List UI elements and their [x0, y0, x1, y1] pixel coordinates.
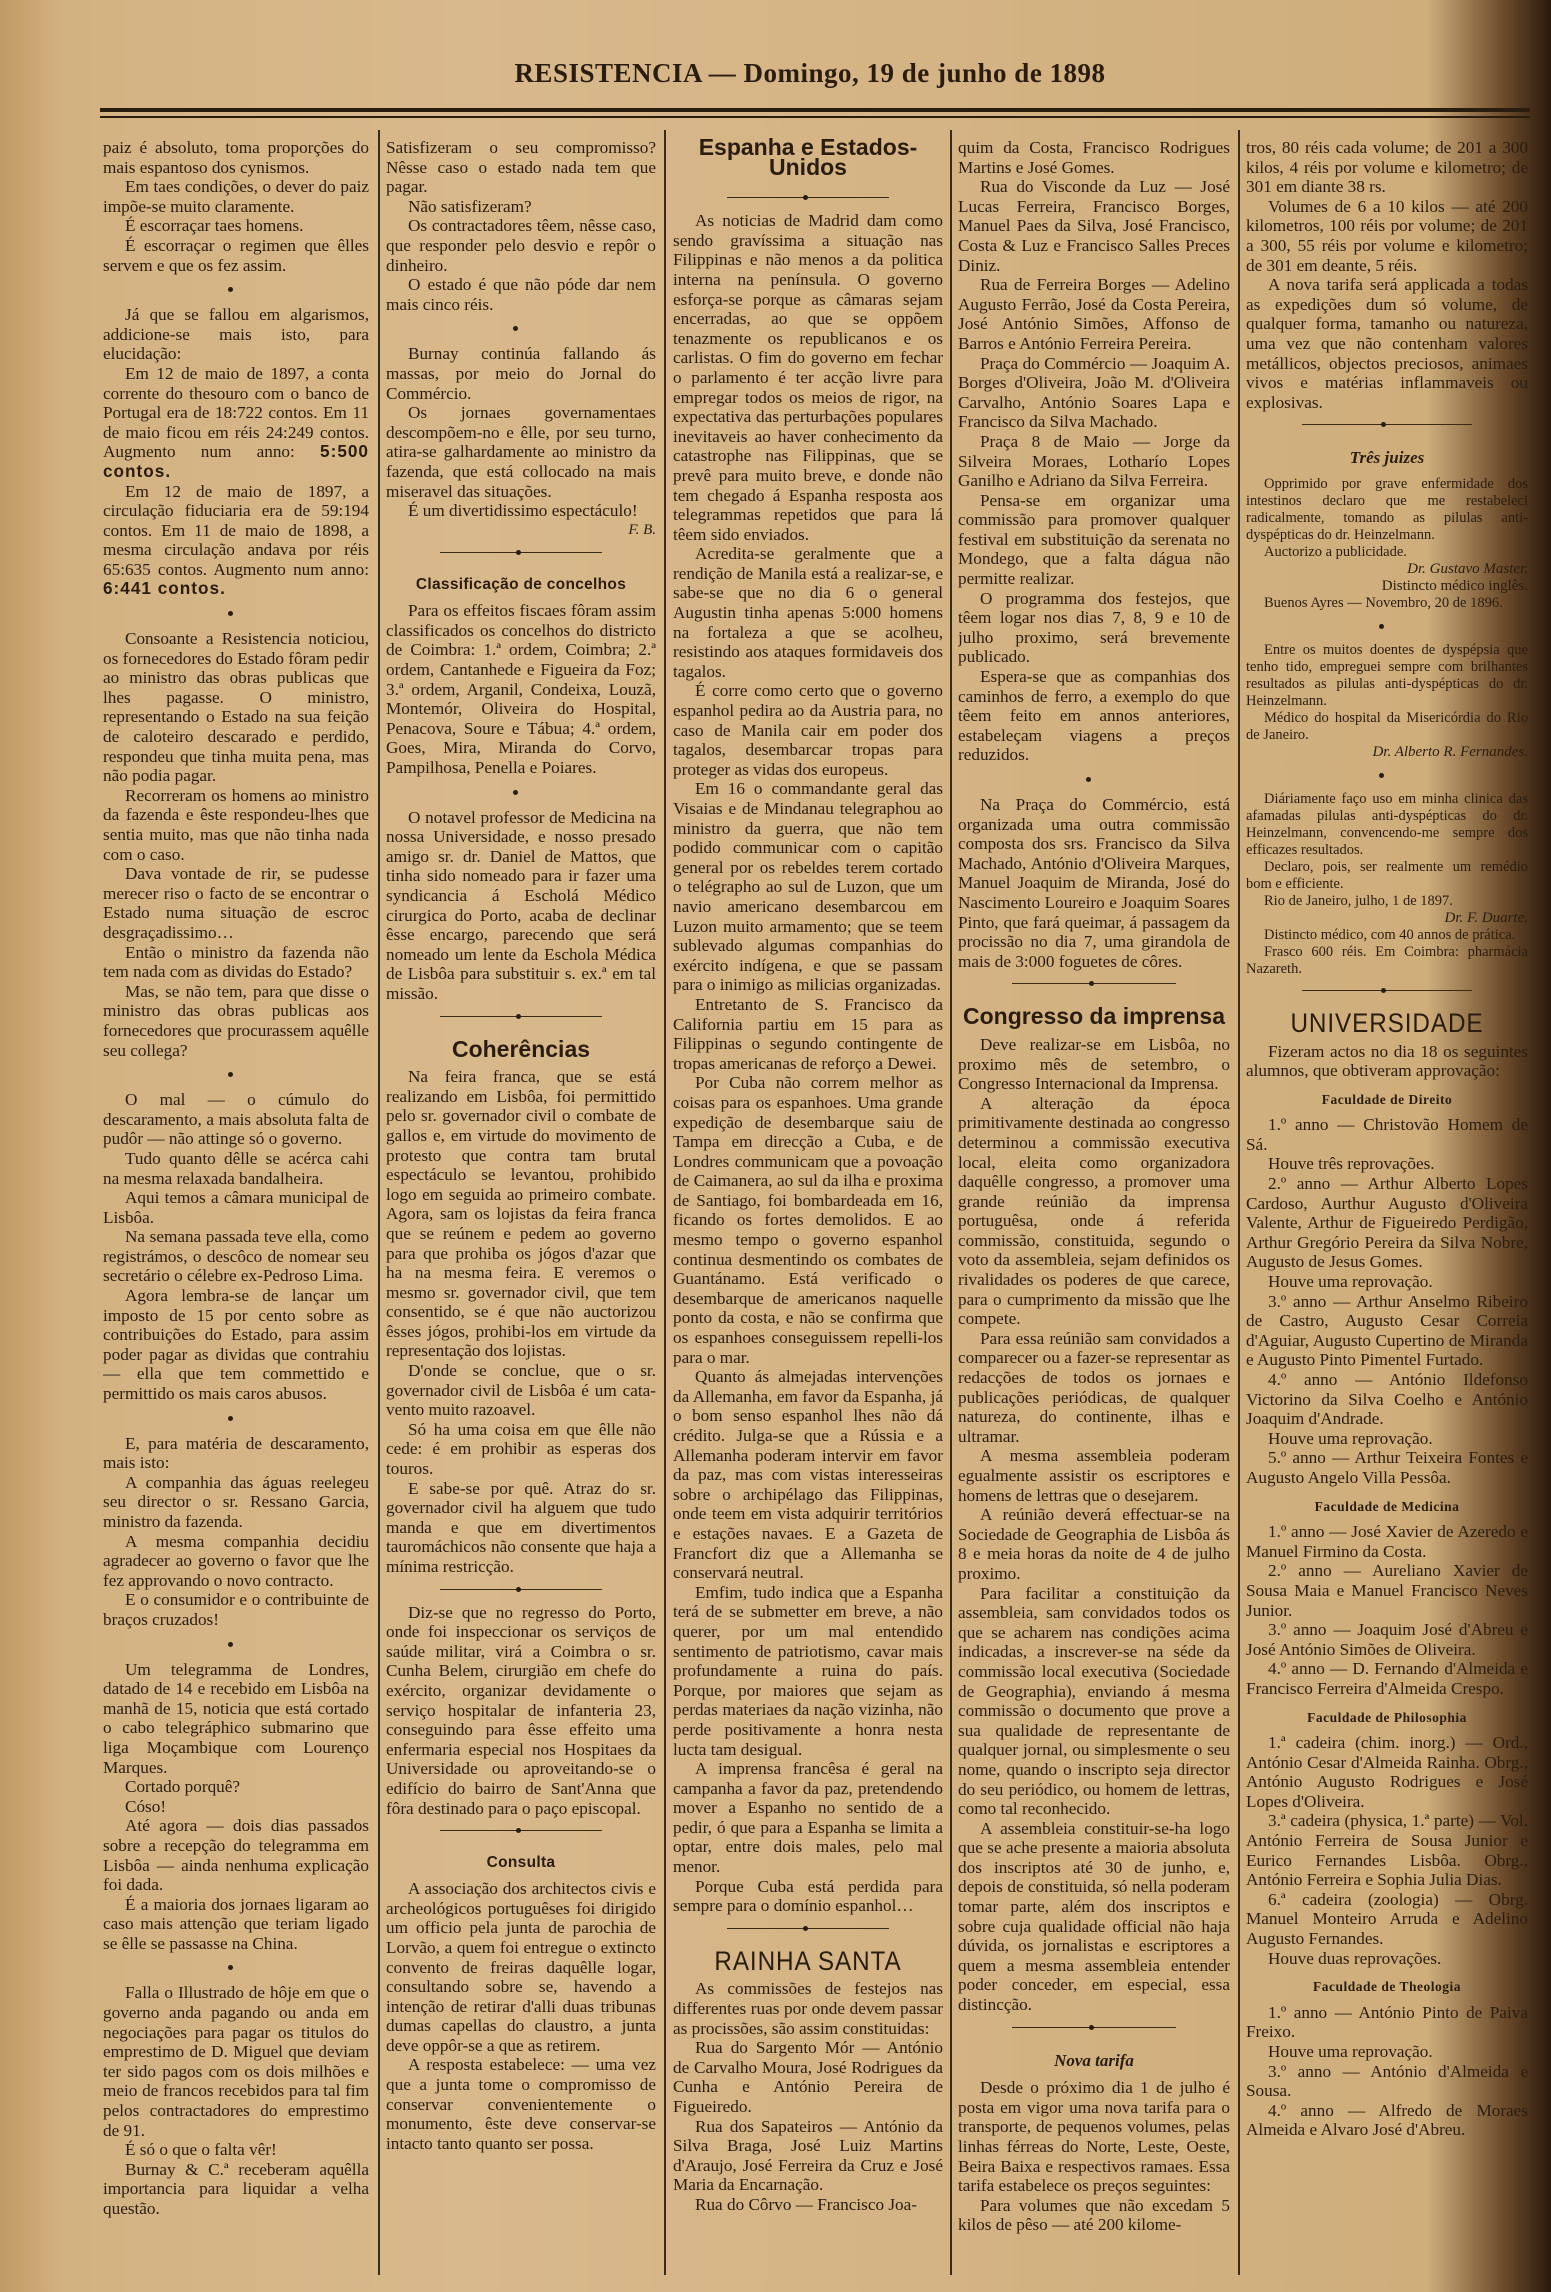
paragraph: Agora lembra-se de lançar um imposto de 15 por cento sobre as contribuições do Estado, para assim poder pagar as dividas que contrahiu — ella que tem commettido e permittido os mais caros abusos.	[103, 1286, 369, 1404]
paragraph-text: Em 12 de maio de 1897, a circulação fiduciaria era de 59:194 contos. Em 11 de maio de 1898, a mesma circulação andava por réis 65:635 contos. Augmento num anno:	[103, 481, 369, 579]
section-rule	[1246, 412, 1528, 438]
paragraph: 1.º anno — António Pinto de Paiva Freixo.	[1246, 2002, 1528, 2042]
amount-emphasis: 6:441 contos.	[103, 578, 226, 599]
paragraph: As noticias de Madrid dam como sendo gravíssima a situação nas Filippinas e não menos a da politica interna na península. O governo esforça-se porque as câmaras sejam encerradas, ao que se oppõem tenazmente os republicanos e os carlistas. O fim do governo em fechar o parlamento é ter acção livre para empregar todos os meios de rigor, na expectativa das perturbações populares inevitaveis ao haver conhecimento da catastrophe nas Filippinas, que se prevê para muito breve, e donde não tem chegado á Espanha resposta aos telegrammas repetidos que para lá têem sido enviados.	[673, 211, 943, 544]
paragraph: Aqui temos a câmara municipal de Lisbôa.	[103, 1188, 369, 1227]
separator	[103, 275, 369, 305]
paragraph: Não satisfizeram?	[408, 196, 532, 216]
paragraph: Volumes de 6 a 10 kilos — até 200 kilometros, 100 réis por volume; de 201 a 300, 55 réis por volume e kilometro; de 301 em deante, 5 réis.	[1246, 196, 1528, 275]
paragraph: O mal — o cúmulo do descaramento, a mais absoluta falta de pudôr — não attinge só o governo.	[103, 1090, 369, 1149]
paragraph: 3.º anno — Arthur Anselmo Ribeiro de Castro, Augusto Cesar Correia d'Aguiar, Augusto Cupertino de Miranda e Augusto Pinto Pimentel Furtado.	[1246, 1291, 1528, 1370]
column-2	[386, 138, 656, 2273]
price-note: Frasco 600 réis. Em Coimbra: pharmácia Nazareth.	[1246, 943, 1528, 977]
paragraph: Os jornaes governamentaes descompõem-no e êlle, por seu turno, atira-se galhardamente ao ministro da fazenda, que está collocado na mais miseravel das situações.	[386, 403, 656, 501]
paragraph: Praça 8 de Maio — Jorge da Silveira Moraes, Lotharío Lopes Ganilho e Adriano da Silva Ferreira.	[958, 431, 1230, 491]
paragraph: E sabe-se por quê. Atraz do sr. governador civil ha alguem que tudo manda e que em divertimentos tauromáchicos não consente que haja a mínima restricção.	[386, 1478, 656, 1576]
advert-heading: Três juizes	[1349, 448, 1425, 468]
paragraph: Rua dos Sapateiros — António da Silva Braga, José Luiz Martins d'Araujo, José Ferreira da Cruz e José Maria da Encarnação.	[673, 2116, 943, 2195]
testimonial: Entre os muitos doentes de dyspépsia que tenho tido, empreguei sempre com brilhantes resultados as pilulas anti-dyspépticas do dr. Heinzelmann.	[1246, 641, 1528, 709]
paragraph: Para essa reúnião sam convidados a comparecer ou a fazer-se representar as redacções de todos os jornaes e publicações periódicas, de qualquer natureza, do continente, ilhas e ultramar.	[958, 1328, 1230, 1446]
testimonial-date: Rio de Janeiro, julho, 1 de 1897.	[1264, 892, 1453, 909]
separator	[103, 1630, 369, 1660]
paragraph: Para os effeitos fiscaes fôram assim classificados os concelhos do districto de Coimbra: 1.ª ordem, Coimbra; 2.ª ordem, Cantanhede e Figueira da Foz; 3.ª ordem, Arganil, Condeixa, Louzã, Montemór, Oliveira do Hospital, Penacova, Soure e Tábua; 4.ª ordem, Goes, Mira, Miranda do Corvo, Pampilhosa, Penella e Poiares.	[386, 601, 656, 778]
paragraph: É escorraçar o regimen que êlles servem e que os fez assim.	[103, 235, 369, 275]
masthead: RESISTENCIA — Domingo, 19 de junho de 1898	[514, 58, 1106, 88]
paragraph: quim da Costa, Francisco Rodrigues Martins e José Gomes.	[958, 138, 1230, 177]
section-rule	[673, 1916, 943, 1942]
signature: F. B.	[628, 521, 656, 538]
separator	[103, 1060, 369, 1090]
paragraph: Deve realizar-se em Lisbôa, no proximo mês de setembro, o Congresso Internacional da Imprensa.	[958, 1034, 1230, 1094]
paragraph: Por Cuba não correm melhor as coisas para os espanhoes. Uma grande expedição de desembarque saiu de Tampa em direcção a Cuba, e de Londres communicam que a povoação de Caimanera, ao sul da ilha e proxima de Santiago, foi bombardeada em 16, ficando os fortes demolidos. E ao mesmo tempo o governo espanhol continua desmentindo os combates de Guantánamo. Está verificado o desembarque de americanos naquelle ponto da costa, e não se confirma que os espanhoes conseguissem repelli-los para o mar.	[673, 1073, 943, 1367]
paragraph: E o consumidor e o contribuinte de braços cruzados!	[103, 1590, 369, 1629]
paragraph: Dava vontade de rir, se pudesse merecer riso o facto de se encontrar o Estado numa situação de escroc desgraçadissimo…	[103, 864, 369, 942]
paragraph: Espera-se que as companhias dos caminhos de ferro, a exemplo do que têem feito em annos anteriores, estabeleçam viagens a preços reduzidos.	[958, 667, 1230, 765]
paragraph: O notavel professor de Medicina na nossa Universidade, e nosso presado amigo sr. dr. Daniel de Mattos, que tinha sido nomeado para ir fazer uma syndicancia á Escholá Médico cirurgica do Porto, acaba de declinar êsse encargo, parecendo que será nomeado um lente da Eschola Médica de Lisbôa para substituir s. ex.ª em tal missão.	[386, 807, 656, 1003]
paragraph: Em taes condições, o dever do paiz impõe-se muito claramente.	[103, 177, 369, 216]
separator	[386, 778, 656, 808]
section-rule	[673, 185, 943, 211]
paragraph: Então o ministro da fazenda não tem nada com as dividas do Estado?	[103, 942, 369, 982]
testimonial: Diáriamente faço uso em minha clinica das afamadas pilulas anti-dyspépticas do dr. Heinzelmann, convencendo-me sempre dos efficazes resultados.	[1246, 790, 1528, 858]
separator	[103, 599, 369, 629]
paragraph: A mesma assembleia poderam egualmente assistir os escriptores e homens de lettras que o desejarem.	[958, 1446, 1230, 1505]
testimonial: Opprimido por grave enfermidade dos intestinos declaro que me restabeleci radicalmente, tomando as pilulas anti-dyspépticas do dr. Heinzelmann.	[1246, 475, 1528, 543]
paragraph: A reúnião deverá effectuar-se na Sociedade de Geographia de Lisbôa ás 8 e meia horas da noite de 4 de julho proximo.	[958, 1505, 1230, 1583]
separator	[103, 1953, 369, 1983]
paragraph: E, para matéria de descaramento, mais isto:	[103, 1433, 369, 1473]
paragraph: 6.ª cadeira (zoologia) — Obrg. Manuel Monteiro Arruda e Adelino Augusto Fernandes.	[1246, 1889, 1528, 1949]
section-rule	[958, 2015, 1230, 2041]
testimonial-note: Auctorizo a publicidade.	[1264, 543, 1407, 560]
paragraph: Para facilitar a constituição da assembleia, sam convidados todos os que se acharem nas condições acima indicadas, a inscrever-se na séde da commissão local executiva (Sociedade de Geographia), enviando á mesma commissão o documento que prove a sua qualidade de representante de qualquer jornal, ou simplesmente o seu nome, quando o inscripto seja director do seu periódico, ou homem de lettras, como tal reconhecido.	[958, 1583, 1230, 1819]
paragraph: A alteração da época primitivamente destinada ao congresso determinou a commissão executiva local, eleita como organizadora daquêlle congresso, a promover uma grande reúnião da imprensa portuguêsa, onde á referida commissão, constituida, segundo o voto da assembleia, sejam definidos os rivalidades os poderes de que carece, para o cumprimento da missão que lhe compete.	[958, 1093, 1230, 1329]
paragraph: A associação dos architectos civis e archeológicos portuguêses foi dirigido um officio pela junta de parochia de Lorvão, a quem foi entregue o extincto convento de freiras daquêlle logar, consultando sobre se, havendo a intenção de retirar d'alli duas tribunas dumas capellas do claustro, a junta deve oppôr-se a que as retirem.	[386, 1879, 656, 2055]
paragraph: Tudo quanto dêlle se acérca cahi na mesma relaxada bandalheira.	[103, 1148, 369, 1188]
paragraph: Até agora — dois dias passados sobre a recepção do telegramma em Lisbôa — ainda nenhuma explicação foi dada.	[103, 1816, 369, 1895]
testimonial-note: Distincto médico, com 40 annos de prática.	[1264, 926, 1516, 943]
paragraph: 1.º anno — Christovão Homem de Sá.	[1246, 1115, 1528, 1154]
paragraph: Praça do Commércio — Joaquim A. Borges d'Oliveira, João M. d'Oliveira Carvalho, António Soares Lapa e Francisco da Silva Machado.	[958, 353, 1230, 432]
paragraph: Burnay & C.ª receberam aquêlla importancia para liquidar a velha questão.	[103, 2159, 369, 2218]
paragraph: Rua do Côrvo — Francisco Joa-	[695, 2194, 917, 2214]
section-rule	[1246, 978, 1528, 1004]
column-divider	[1238, 130, 1240, 2275]
section-heading: UNIVERSIDADE	[1290, 1007, 1484, 1038]
column-divider	[378, 130, 380, 2275]
column-5	[1246, 138, 1528, 2273]
paragraph: 3.ª cadeira (physica, 1.ª parte) — Vol. António Ferreira de Sousa Junior e Eurico Fernandes Lisbôa. Obrg., António Ferreira e Sophia Julia Dias.	[1246, 1811, 1528, 1890]
paragraph: Satisfizeram o seu compromisso? Nêsse caso o estado nada tem que pagar.	[386, 138, 656, 197]
advert-testimonials	[1246, 476, 1528, 978]
paragraph: Para volumes que não excedam 5 kilos de pêso — até 200 kilome-	[958, 2195, 1230, 2235]
paragraph: Na semana passada teve ella, como registrámos, o descôco de nomear seu secretário o célebre ex-Pedroso Lima.	[103, 1227, 369, 1286]
faculty-heading: Faculdade de Theologia	[1312, 1979, 1462, 1995]
paragraph: Desde o próximo dia 1 de julho é posta em vigor uma nova tarifa para o transporte, de pequenos volumes, pelas linhas férreas do Norte, Leste, Oeste, Beira Baixa e respectivos ramaes. Essa tarifa estabelece os preços seguintes:	[958, 2078, 1230, 2196]
paragraph: 2.º anno — Arthur Alberto Lopes Cardoso, Aurthur Augusto d'Oliveira Valente, Arthur de Figueiredo Perdigão, Arthur Gregório Pereira da Silva Nobre, Augusto de Jesus Gomes.	[1246, 1174, 1528, 1272]
section-rule	[958, 971, 1230, 997]
faculty-heading: Faculdade de Medicina	[1314, 1498, 1460, 1514]
faculty-heading: Faculdade de Direito	[1321, 1091, 1453, 1107]
paragraph: Falla o Illustrado de hôje em que o governo anda pagando ou anda em negociações para pagar os titulos do emprestimo de D. Miguel que deviam ter sido pagos com os dois milhões e meio de francos recebidos para tal fim pelos contractadores do emprestimo de 91.	[103, 1983, 369, 2140]
separator	[386, 314, 656, 344]
amount-emphasis: 5:500 contos.	[103, 441, 369, 481]
faculty-heading: Faculdade de Philosophia	[1307, 1709, 1467, 1725]
paragraph: Só ha uma coisa em que êlle não cede: é em prohibir as esperas dos touros.	[386, 1419, 656, 1479]
signature: Dr. Alberto R. Fernandes.	[1372, 743, 1528, 760]
paragraph: A assembleia constituir-se-ha logo que se ache presente a maioria absoluta dos inscriptos até 30 de junho, e, depois de constituida, só nella poderam tomar parte, além dos inscriptos e sobre cuja qualidade official não haja dúvida, os jornalistas e escriptores a quem a mesma assembleia entender poder conceder, em especial, essa distincção.	[958, 1818, 1230, 2015]
paragraph: A resposta estabelece: — uma vez que a junta tome o compromisso de conservar convenientemente o monumento, êste deve conservar-se intacto tanto quanto ser possa.	[386, 2055, 656, 2153]
column-1	[103, 138, 369, 2273]
paragraph: Fizeram actos no dia 18 os seguintes alumnos, que obtiveram approvação:	[1246, 1041, 1528, 1081]
paragraph: Rua de Ferreira Borges — Adelino Augusto Ferrão, José da Costa Pereira, José António Simões, Affonso de Barros e António Ferreira Pereira.	[958, 275, 1230, 353]
paragraph: A imprensa francêsa é geral na campanha a favor da paz, pretendendo mover a Espanho no sentido de a pedir, ó que para a Espanha se limita a optar, entre dois males, pelo mal menor.	[673, 1759, 943, 1877]
paragraph: Diz-se que no regresso do Porto, onde foi inspeccionar os serviços de saúde militar, virá a Coimbra o sr. Cunha Belem, cirurgião em chefe do exército, organizar devidamente o serviço hospitalar de infanteria 23, conseguindo para êsse effeito uma enfermaria especial nos Hospitaes da Universidade ou aproveitando-se o edifício do bairro de Sant'Anna que fôra destinado para o paço episcopal.	[386, 1602, 656, 1818]
paragraph: É só o que o falta vêr!	[125, 2140, 277, 2160]
paragraph: É escorraçar taes homens.	[125, 216, 304, 236]
paragraph: Consoante a Resistencia noticiou, os fornecedores do Estado fôram pedir ao ministro das obras publicas que lhes pagasse. O ministro, representando o Estado na sua feição de caloteiro descarado e perdido, respondeu que tinha muita pena, mas não podia pagar.	[103, 629, 369, 786]
paragraph: 2.º anno — Aureliano Xavier de Sousa Maia e Manuel Francisco Neves Junior.	[1246, 1561, 1528, 1620]
separator	[1246, 761, 1528, 791]
testimonial-date: Buenos Ayres — Novembro, 20 de 1896.	[1264, 594, 1503, 611]
paragraph: Acredita-se geralmente que a rendição de Manila está a realizar-se, e sabe-se que no dia 6 o general Augustin tinha apenas 5:000 homens na fortaleza a que se acolheu, resistindo aos ataques formidaveis dos tagalos.	[673, 544, 943, 681]
section-heading: RAINHA SANTA	[714, 1945, 902, 1976]
separator	[103, 1404, 369, 1434]
section-rule	[386, 1004, 656, 1030]
paragraph: Rua do Sargento Mór — António de Carvalho Moura, José Rodrigues da Cunha e António Pereira de Figueiredo.	[673, 2038, 943, 2116]
paragraph: É um divertidissimo espectáculo!	[408, 501, 638, 521]
paragraph: Houve duas reprovações.	[1268, 1948, 1442, 1968]
paragraph: Houve uma reprovação.	[1268, 2042, 1433, 2061]
paragraph: Cóso!	[125, 1796, 167, 1816]
paragraph: Recorreram os homens ao ministro da fazenda e êste respondeu-lhes que sentia muito, mas que não tinha nada com o caso.	[103, 785, 369, 864]
paragraph: Um telegramma de Londres, datado de 14 e recebido em Lisbôa na manhã de 15, noticia que está cortado o cabo telegráphico submarino que liga Moçambique com Lourenço Marques.	[103, 1659, 369, 1777]
section-rule	[386, 1577, 656, 1603]
section-heading: Classificação de concelhos	[415, 576, 627, 594]
paragraph: 3.º anno — Joaquim José d'Abreu e José António Simões de Oliveira.	[1246, 1620, 1528, 1659]
masthead-rule-thick	[100, 108, 1530, 112]
paragraph	[103, 482, 369, 600]
paragraph: 4.º anno — Alfredo de Moraes Almeida e Alvaro José d'Abreu.	[1246, 2100, 1528, 2140]
column-3	[673, 138, 943, 2273]
paragraph: Houve uma reprovação.	[1268, 1428, 1433, 1448]
paragraph: Cortado porquê?	[125, 1777, 241, 1797]
paragraph: Quanto ás almejadas intervenções da Allemanha, em favor da Espanha, já o bom senso espanhol lhes não dá crédito. Julga-se que a Rússia e a Allemanha poderam intervir em favor da paz, mas com vistas interesseiras sobre o archipélago das Filippinas, onde teem em vista adquirir territórios e estações navaes. E a Gazeta de Francfort diz que a Allemanha se conservará neutral.	[673, 1367, 943, 1583]
paragraph: O estado é que não póde dar nem mais cinco réis.	[386, 275, 656, 314]
section-heading: Nova tarifa	[1054, 2050, 1134, 2070]
paragraph: 1.ª cadeira (chim. inorg.) — Ord., António Cesar d'Almeida Rainha. Obrg., António Augusto Rodrigues e José Lopes d'Oliveira.	[1246, 1733, 1528, 1811]
paragraph: Houve três reprovações.	[1268, 1154, 1435, 1174]
section-heading: Consulta	[486, 1854, 556, 1872]
paragraph: Já que se fallou em algarismos, addicione-se mais isto, para elucidação:	[103, 305, 369, 364]
column-4	[958, 138, 1230, 2273]
separator	[1246, 612, 1528, 642]
paragraph: A nova tarifa será applicada a todas as expedições dum só volume, de qualquer forma, tamanho ou natureza, uma vez que não contenham valores metállicos, objectos preciosos, animaes vivos e matérias inflammaveis ou explosivas.	[1246, 275, 1528, 412]
paragraph: 4.º anno — António Ildefonso Victorino da Silva Coelho e António Joaquim d'Andrade.	[1246, 1370, 1528, 1429]
paragraph: Emfim, tudo indica que a Espanha terá de se submetter em breve, a não querer, por um mal entendido sentimento de patriotismo, cavar mais profundamente a ruina do país. Porque, por maiores que sejam as perdas materiaes da nação vizinha, não perde positivamente a honra nesta lucta tam desigual.	[673, 1582, 943, 1759]
paragraph: Porque Cuba está perdida para sempre para o domínio espanhol…	[673, 1876, 943, 1916]
signature-title: Distincto médico inglês.	[1381, 577, 1528, 594]
paragraph: 5.º anno — Arthur Teixeira Fontes e Augusto Angelo Villa Pessôa.	[1246, 1448, 1528, 1487]
paragraph: As commissões de festejos nas differentes ruas por onde devem passar as procissões, são assim constituidas:	[673, 1979, 943, 2038]
masthead-rule-thin	[100, 116, 1530, 118]
paragraph: Na Praça do Commércio, está organizada uma outra commissão composta dos srs. Francisco da Silva Machado, António d'Oliveira Marques, Manuel Joaquim de Miranda, José do Nascimento Loureiro e Joaquim Soares Pinto, que fará queimar, á passagem da procissão no dia 7, uma girandola de mais de 3:000 foguetes de côres.	[958, 795, 1230, 971]
paragraph: A companhia das águas reelegeu seu director o sr. Ressano Garcia, ministro da fazenda.	[103, 1472, 369, 1531]
section-heading: Coherências	[451, 1035, 591, 1062]
testimonial-note: Médico do hospital da Misericórdia do Rio de Janeiro.	[1246, 709, 1528, 743]
paragraph: Houve uma reprovação.	[1268, 1272, 1433, 1292]
paragraph: tros, 80 réis cada volume; de 201 a 300 kilos, 4 réis por volume e kilometro; de 301 em diante 38 rs.	[1246, 138, 1528, 197]
paragraph: paiz é absoluto, toma proporções do mais espantoso dos cynismos.	[103, 138, 369, 177]
paragraph: D'onde se conclue, que o sr. governador civil de Lisbôa é um cata-vento muito razoavel.	[386, 1361, 656, 1420]
section-rule	[386, 1818, 656, 1844]
paragraph	[103, 364, 369, 482]
paragraph: 4.º anno — D. Fernando d'Almeida e Francisco Ferreira d'Almeida Crespo.	[1246, 1659, 1528, 1698]
paragraph: O programma dos festejos, que têem logar nos dias 7, 8, 9 e 10 de julho proximo, será brevemente publicado.	[958, 588, 1230, 667]
paragraph-text: Em 12 de maio de 1897, a conta corrente do thesouro com o banco de Portugal era de 18:722 contos. Em 11 de maio ficou em réis 24:249 contos. Augmento num anno:	[103, 363, 369, 462]
paragraph: Em 16 o commandante geral das Visaias e de Mindanau telegraphou ao ministro da guerra, que não tem podido communicar com o capitão general por os rebeldes terem cortado o telégrapho ao sul de Luzon, que um navio americano desembarcou em Luzon muito armamento; que se teem sublevado algumas companhias do exército indígena, e que se passam para o inimigo as milicias organizadas.	[673, 779, 943, 995]
paragraph: É corre como certo que o governo espanhol pedira ao da Austria para, no caso de Manila cair em poder dos tagalos, desembarcar tropas para proteger as vidas dos europeus.	[673, 681, 943, 779]
paragraph: 3.º anno — António d'Almeida e Sousa.	[1246, 2061, 1528, 2101]
paragraph: Os contractadores têem, nêsse caso, que responder pelo desvio e repôr o dinheiro.	[386, 216, 656, 275]
paragraph: Mas, se não tem, para que disse o ministro das obras publicas aos fornecedores que procurassem aquêlle seu collega?	[103, 981, 369, 1060]
signature: Dr. F. Duarte.	[1444, 909, 1528, 926]
section-rule	[386, 540, 656, 566]
column-divider	[950, 130, 952, 2275]
testimonial-note: Declaro, pois, ser realmente um remédio bom e efficiente.	[1246, 858, 1528, 892]
separator	[958, 765, 1230, 795]
paragraph: É a maioria dos jornaes ligaram ao caso mais attenção que teriam ligado se êlle se passasse na China.	[103, 1894, 369, 1953]
section-heading: Espanha e Estados-Unidos	[698, 138, 918, 180]
paragraph: Rua do Visconde da Luz — José Lucas Ferreira, Francisco Borges, Manuel Paes da Silva, José Francisco, Costa & Luz e Francisco Salles Preces Diniz.	[958, 177, 1230, 275]
column-divider	[664, 130, 666, 2275]
paragraph: A mesma companhia decidiu agradecer ao governo o favor que lhe fez approvando o novo contracto.	[103, 1531, 369, 1590]
paragraph: Pensa-se em organizar uma commissão para promover qualquer festival em substituição da serenata no Mondego, que a falta dágua não permitte realizar.	[958, 490, 1230, 589]
paragraph: 1.º anno — José Xavier de Azeredo e Manuel Firmino da Costa.	[1246, 1522, 1528, 1561]
section-heading: Congresso da imprensa	[962, 1003, 1226, 1030]
paragraph: Entretanto de S. Francisco da California partiu em 15 para as Filippinas o segundo contingente de tropas americanas de reforço a Dewei.	[673, 994, 943, 1073]
signature: Dr. Gustavo Master.	[1407, 560, 1528, 577]
paragraph: Na feira franca, que se está realizando em Lisbôa, foi permittido pelo sr. governador civil o combate de gallos e, em virtude do movimento de protesto que contra tam brutal espectáculo se levantou, prohibido logo em seguida ao primeiro combate. Agora, sam os lojistas da feira franca que se reúnem e pedem ao governo para que prohiba os jógos d'azar que ha na mesma feira. E veremos o mesmo sr. governador civil, que tem consentido, se é que não auctorizou êsses jógos, prohibi-los em virtude da representação dos lojistas.	[386, 1067, 656, 1361]
paragraph: Burnay continúa fallando ás massas, por meio do Jornal do Commércio.	[386, 344, 656, 403]
